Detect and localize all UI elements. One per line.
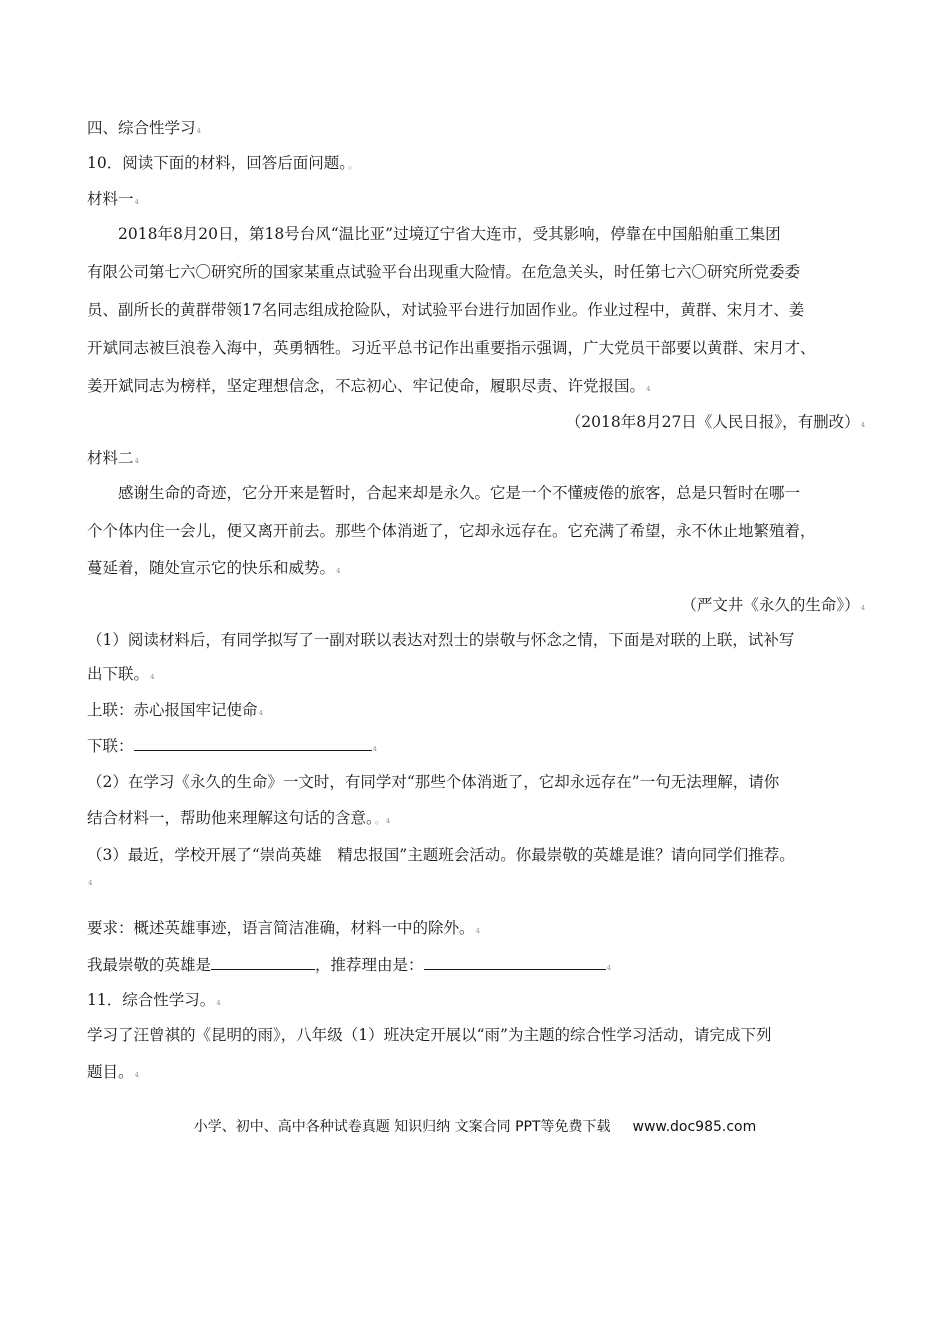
question-11-line: 题目。₄ — [87, 1063, 139, 1081]
question-11-line: 学习了汪曾祺的《昆明的雨》，八年级（1）班决定开展以“雨”为主题的综合性学习活动，请完成下列 — [87, 1026, 772, 1044]
question-2-line: （2）在学习《永久的生命》一文时，有同学对“那些个体消逝了，它却永远存在”一句无法理解，请你 — [87, 773, 780, 791]
question-3: （3）最近，学校开展了“崇尚英雄 精忠报国”主题班会活动。你最崇敬的英雄是谁？请向同学们推荐。 — [87, 846, 795, 864]
material-1-line: 有限公司第七六〇研究所的国家某重点试验平台出现重大险情。在危急关头，时任第七六〇研究所党委委 — [87, 263, 801, 281]
material-2-line: 感谢生命的奇迹，它分开来是暂时，合起来却是永久。它是一个不懂疲倦的旅客，总是只暂时在哪一 — [118, 484, 801, 502]
hero-blank[interactable] — [211, 954, 315, 970]
section-title: 四、综合性学习₄ — [87, 119, 201, 137]
material-2-label: 材料二₄ — [87, 449, 139, 467]
material-1-source: （2018年8月27日《人民日报》，有删改）₄ — [565, 413, 865, 431]
question-2-line: 结合材料一，帮助他来理解这句话的含意。。₄ — [87, 809, 391, 827]
material-2-source: （严文井《永久的生命》）₄ — [681, 596, 865, 614]
upper-couplet: 上联：赤心报国牢记使命₄ — [87, 701, 263, 719]
lower-couplet-blank[interactable] — [134, 735, 372, 751]
material-1-label: 材料一₄ — [87, 190, 139, 208]
reason-blank[interactable] — [424, 954, 606, 970]
material-1-line: 姜开斌同志为榜样，坚定理想信念，不忘初心、牢记使命，履职尽责、许党报国。₄ — [87, 377, 651, 395]
material-2-line: 个个体内住一会儿，便又离开前去。那些个体消逝了，它却永远存在。它充满了希望，永不休止地繁殖着， — [87, 522, 816, 540]
material-1-line: 2018年8月20日，第18号台风“温比亚”过境辽宁省大连市，受其影响，停靠在中国船舶重工集团 — [118, 225, 781, 243]
requirement: 要求：概述英雄事迹，语言简洁准确，材料一中的除外。₄ — [87, 919, 480, 937]
footer — [0, 1116, 950, 1136]
hero-answer-line: 我最崇敬的英雄是 ，推荐理由是： ₄ — [87, 956, 611, 974]
paragraph-mark: ₄ — [88, 875, 93, 888]
material-1-line: 员、副所长的黄群带领17名同志组成抢险队，对试验平台进行加固作业。作业过程中，黄群、宋月才、姜 — [87, 301, 805, 319]
material-1-line: 开斌同志被巨浪卷入海中，英勇牺牲。习近平总书记作出重要指示强调，广大党员干部要以黄群、宋月才、 — [87, 339, 816, 357]
question-11-title: 11．综合性学习。₄ — [87, 991, 221, 1009]
question-10-title: 10．阅读下面的材料，回答后面问题。。 — [87, 154, 359, 172]
question-1-line: 出下联。₄ — [87, 665, 155, 683]
question-1-line: （1）阅读材料后，有同学拟写了一副对联以表达对烈士的崇敬与怀念之情，下面是对联的上联，试补写 — [87, 631, 795, 649]
material-2-line: 蔓延着，随处宣示它的快乐和威势。₄ — [87, 559, 341, 577]
footer-text: 小学、初中、高中各种试卷真题 知识归纳 文案合同 PPT等免费下载 — [193, 1119, 611, 1135]
footer-site-link[interactable]: www.doc985.com — [632, 1119, 757, 1135]
lower-couplet: 下联： ₄ — [87, 737, 377, 755]
